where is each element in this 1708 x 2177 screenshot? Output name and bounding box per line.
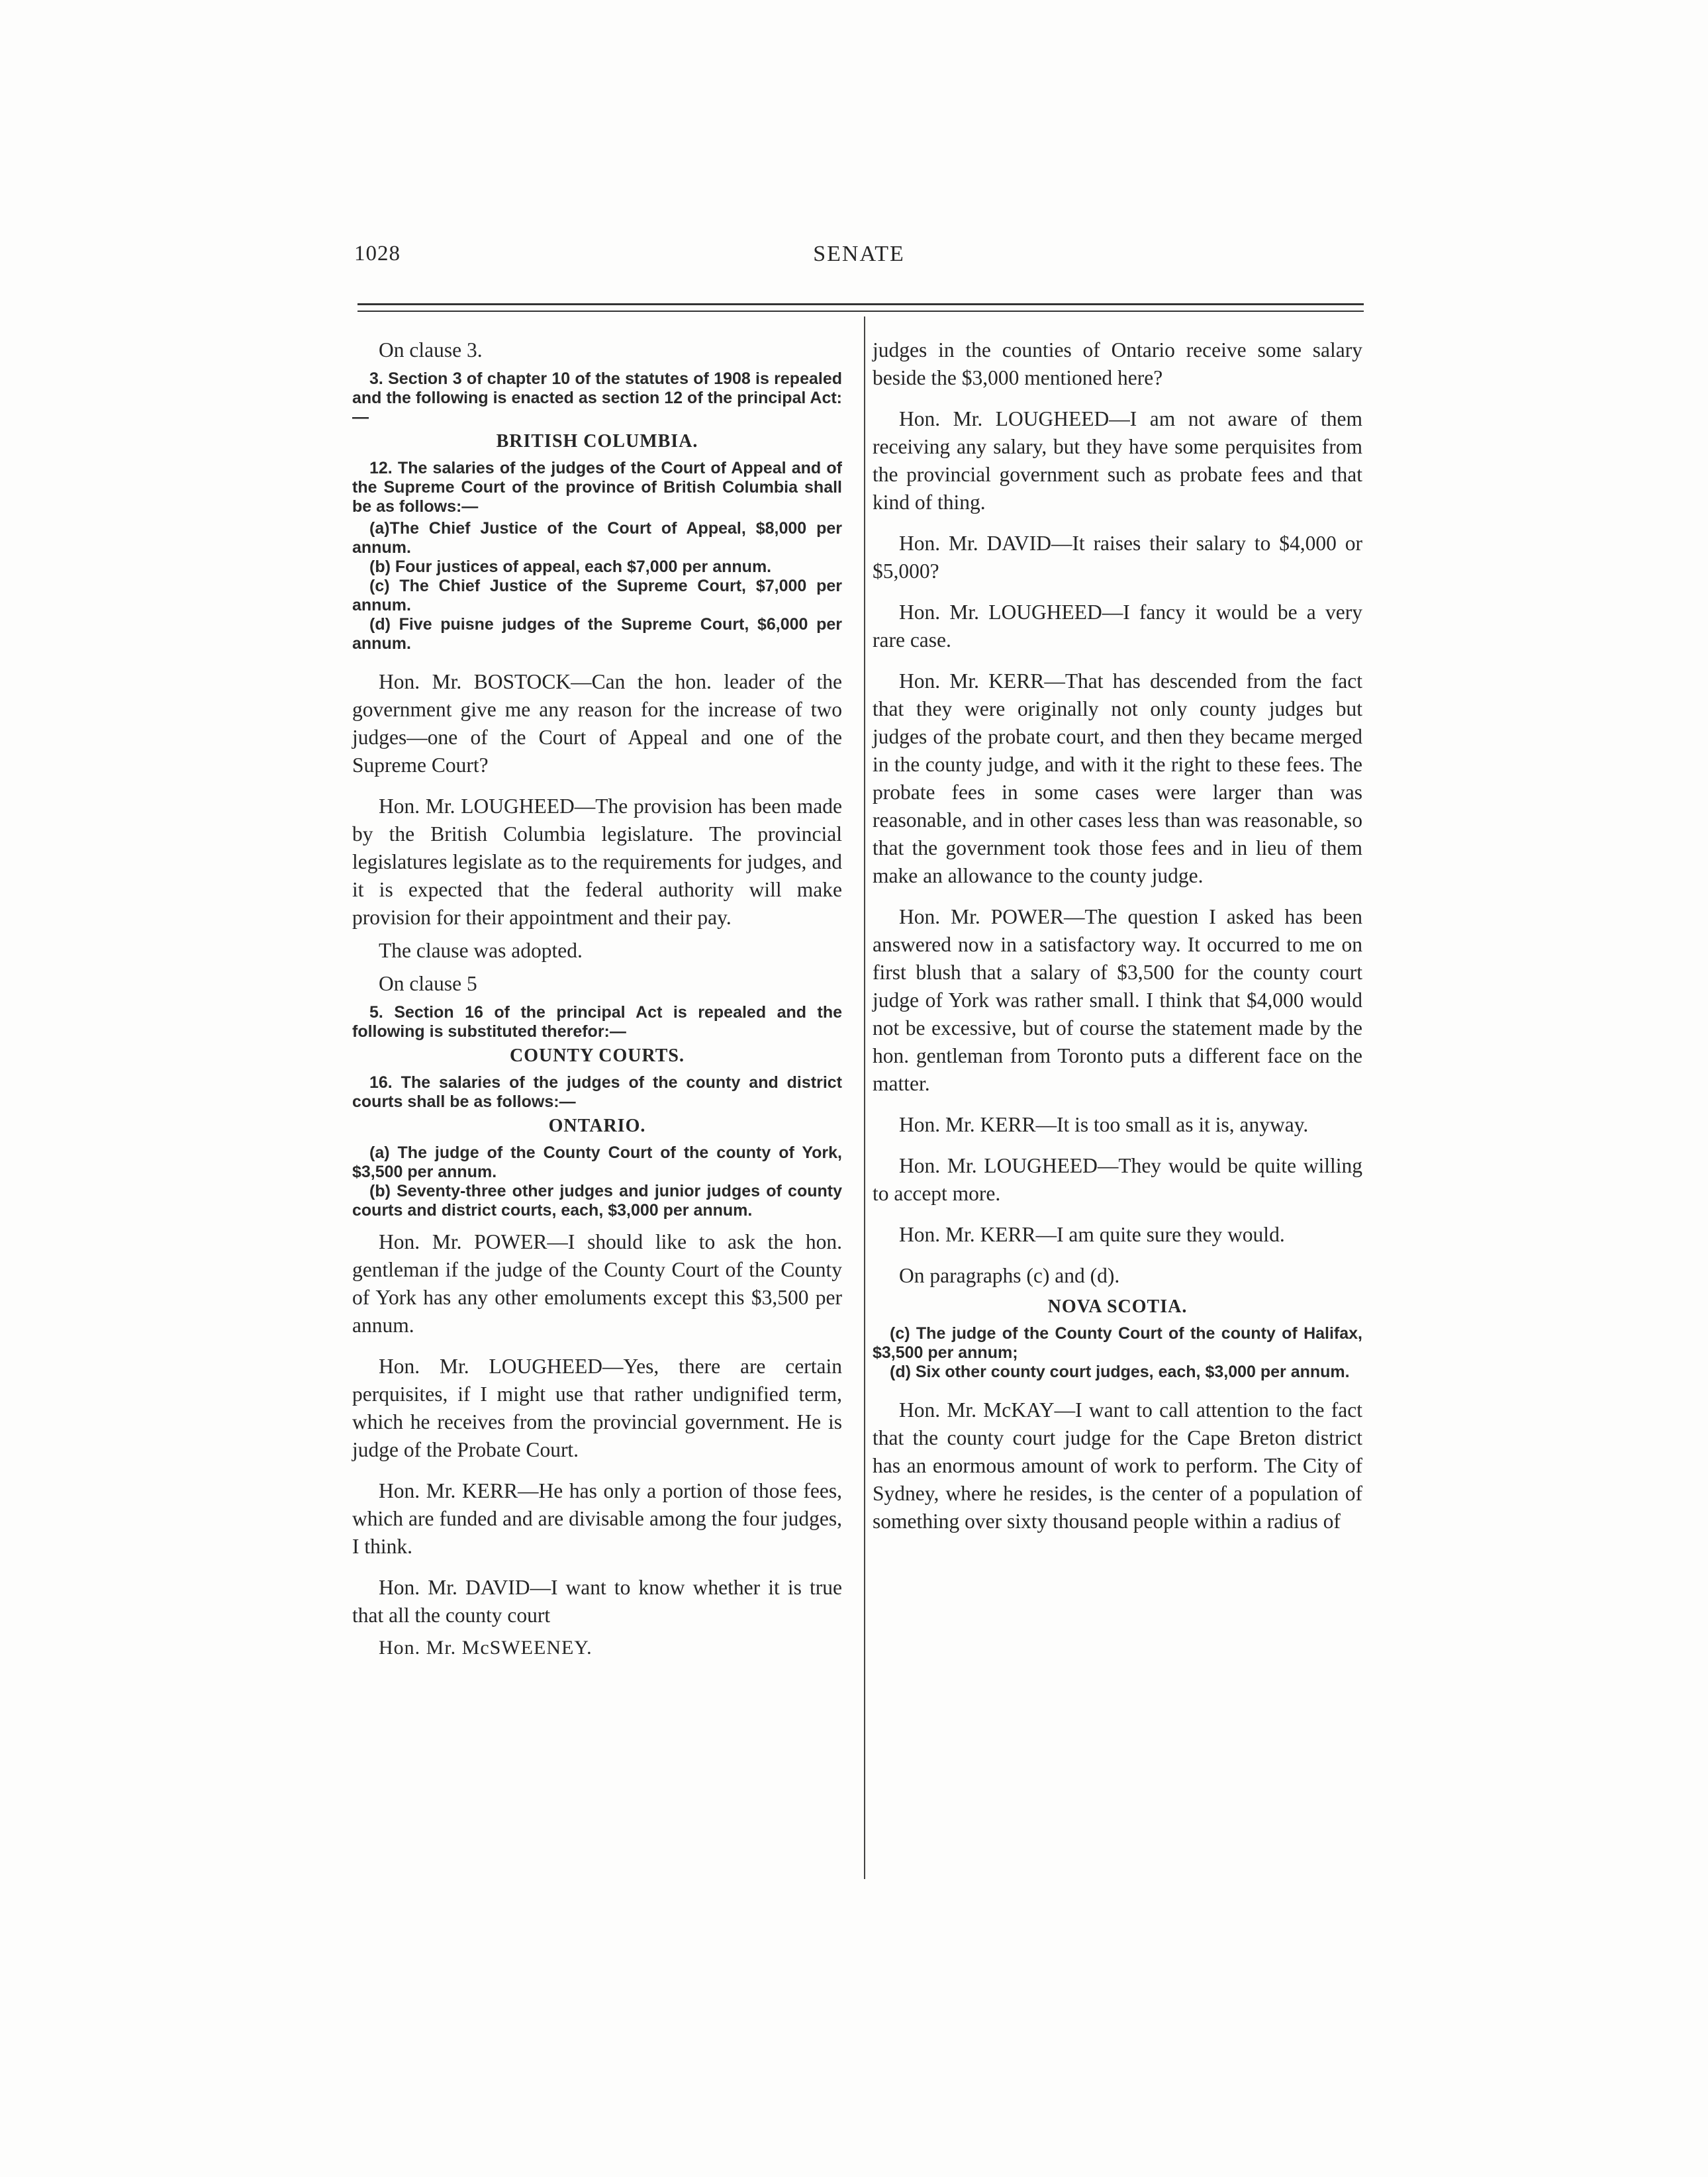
bill-item: (c) The Chief Justice of the Supreme Court, $7,000 per annum. bbox=[352, 577, 842, 614]
speech-paragraph: Hon. Mr. KERR—That has descended from the fact that they were originally not only county judges but judges of the probate court, and then they became merged in the county judge, and with it the right to these fees. The probate fees in some cases were larger than was reasonable, and in other cases less than was reasonable, so that the government took those fees and in lieu of them make an allowance to the county judge. bbox=[873, 669, 1362, 887]
section-heading: NOVA SCOTIA. bbox=[1047, 1296, 1188, 1317]
speech-paragraph: Hon. Mr. KERR—I am quite sure they would. bbox=[899, 1223, 1285, 1246]
running-head bbox=[354, 242, 1364, 281]
bill-text: 12. The salaries of the judges of the Court of Appeal and of the Supreme Court of the province of British Columbia shall be as follows:— bbox=[352, 459, 842, 516]
clause-heading: On paragraphs (c) and (d). bbox=[899, 1264, 1120, 1287]
bill-text: 16. The salaries of the judges of the county and district courts shall be as follows:— bbox=[352, 1073, 842, 1111]
speech-paragraph: Hon. Mr. LOUGHEED—Yes, there are certain perquisites, if I might use that rather undignified term, which he receives from the provincial government. He is judge of the Probate Court. bbox=[352, 1355, 842, 1461]
running-title: SENATE bbox=[813, 242, 905, 266]
section-heading: BRITISH COLUMBIA. bbox=[496, 431, 698, 452]
clause-heading: On clause 5 bbox=[379, 972, 477, 995]
speech-paragraph: Hon. Mr. LOUGHEED—I fancy it would be a very rare case. bbox=[873, 601, 1362, 652]
bill-item: (c) The judge of the County Court of the county of Halifax, $3,500 per annum; bbox=[873, 1324, 1362, 1362]
bill-item: (a) The judge of the County Court of the county of York, $3,500 per annum. bbox=[352, 1143, 842, 1181]
right-column bbox=[873, 336, 1362, 1549]
speech-paragraph: Hon. Mr. DAVID—It raises their salary to $4,000 or $5,000? bbox=[873, 532, 1362, 583]
speech-paragraph: Hon. Mr. LOUGHEED—I am not aware of them receiving any salary, but they have some perquisites from the provincial government such as probate fees and that kind of thing. bbox=[873, 407, 1362, 514]
bill-item: (b) Seventy-three other judges and junior judges of county courts and district courts, each, $3,000 per annum. bbox=[352, 1182, 842, 1220]
speech-paragraph: Hon. Mr. BOSTOCK—Can the hon. leader of the government give me any reason for the increase of two judges—one of the Court of Appeal and one of the Supreme Court? bbox=[352, 670, 842, 777]
speech-paragraph: Hon. Mr. POWER—I should like to ask the hon. gentleman if the judge of the County Court of the County of York has any other emoluments except this $3,500 per annum. bbox=[352, 1230, 842, 1337]
section-heading: COUNTY COURTS. bbox=[509, 1045, 685, 1066]
header-rule-bottom bbox=[357, 311, 1364, 312]
procedural-note: The clause was adopted. bbox=[379, 939, 583, 962]
left-column bbox=[352, 336, 842, 1661]
bill-item: (d) Six other county court judges, each, $3,000 per annum. bbox=[890, 1363, 1350, 1381]
speech-paragraph: Hon. Mr. POWER—The question I asked has been answered now in a satisfactory way. It occurred to me on first blush that a salary of $3,500 for the county court judge of York was rather small. I think that $4,000 would not be excessive, but of course the statement made by the hon. gentleman from Toronto puts a different face on the matter. bbox=[873, 905, 1362, 1095]
speech-paragraph: Hon. Mr. DAVID—I want to know whether it is true that all the county court bbox=[352, 1576, 842, 1627]
header-rule-top bbox=[357, 303, 1364, 305]
page-number: 1028 bbox=[354, 242, 401, 266]
section-heading: ONTARIO. bbox=[548, 1116, 646, 1136]
speech-paragraph: Hon. Mr. KERR—It is too small as it is, anyway. bbox=[899, 1113, 1309, 1136]
speech-paragraph: Hon. Mr. LOUGHEED—They would be quite willing to accept more. bbox=[873, 1154, 1362, 1205]
speech-paragraph: Hon. Mr. McKAY—I want to call attention to the fact that the county court judge for the Cape Breton district has an enormous amount of work to perform. The City of Sydney, where he resides, is the center of a population of something over sixty thousand people within a radius of bbox=[873, 1398, 1362, 1533]
bill-item: (d) Five puisne judges of the Supreme Court, $6,000 per annum. bbox=[352, 615, 842, 653]
bill-item: (b) Four justices of appeal, each $7,000 per annum. bbox=[369, 557, 772, 576]
clause-heading: On clause 3. bbox=[379, 338, 483, 362]
speech-paragraph: Hon. Mr. KERR—He has only a portion of those fees, which are funded and are divisable among the four judges, I think. bbox=[352, 1479, 842, 1558]
bill-text: 3. Section 3 of chapter 10 of the statutes of 1908 is repealed and the following is enacted as section 12 of the principal Act:— bbox=[352, 369, 842, 426]
bill-text: 5. Section 16 of the principal Act is repealed and the following is substituted therefor:— bbox=[352, 1003, 842, 1041]
speech-paragraph: Hon. Mr. LOUGHEED—The provision has been made by the British Columbia legislature. The provincial legislatures legislate as to the requirements for judges, and it is expected that the federal authority will make provision for their appointment and their pay. bbox=[352, 795, 842, 929]
bill-item: (a)The Chief Justice of the Court of Appeal, $8,000 per annum. bbox=[352, 519, 842, 557]
speech-paragraph: judges in the counties of Ontario receive some salary beside the $3,000 mentioned here? bbox=[873, 338, 1362, 389]
column-divider bbox=[864, 316, 865, 1879]
footer-speaker: Hon. Mr. McSWEENEY. bbox=[379, 1637, 593, 1659]
